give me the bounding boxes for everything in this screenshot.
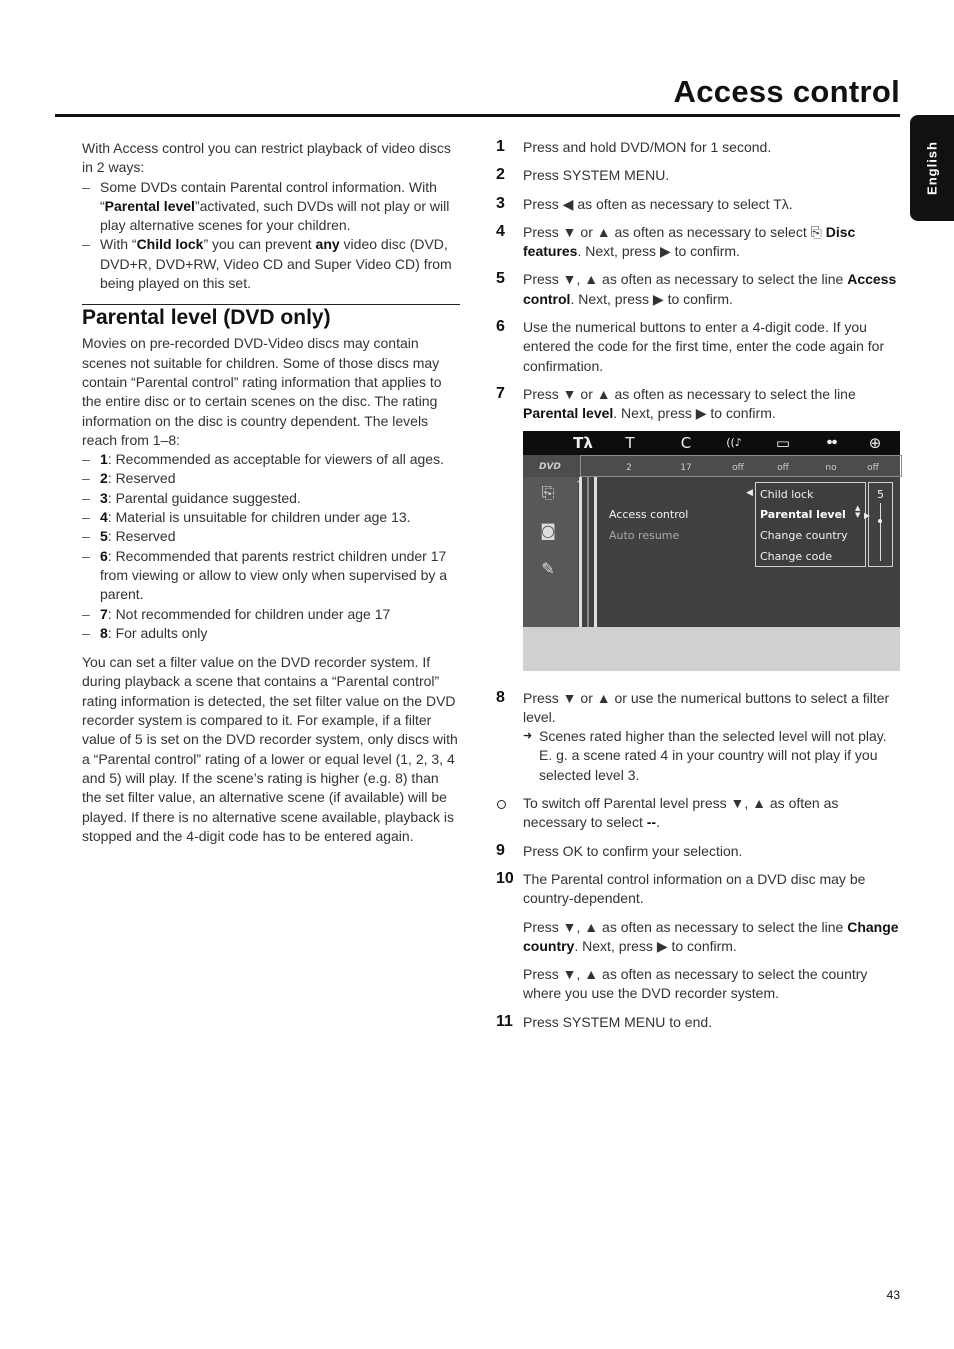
bold-term: Child lock (136, 236, 204, 253)
left-column (82, 139, 460, 846)
text: Press ▼, ▲ as often as necessary to select the line (523, 271, 848, 288)
bold-term: Parental level (104, 197, 195, 214)
menu-item-auto-resume[interactable]: Auto resume (609, 528, 680, 542)
osd-wrapper (496, 431, 900, 671)
step-number: 9 (496, 841, 505, 859)
step-text (523, 794, 900, 833)
step-number: 2 (496, 166, 505, 184)
section-rule (82, 304, 460, 305)
step-number: 10 (496, 869, 514, 887)
intro-bullet-childlock (82, 235, 460, 293)
step-4 (496, 223, 900, 262)
osd-value: off (732, 462, 744, 473)
step-7 (496, 385, 900, 424)
bold-term: Disc features (523, 223, 856, 260)
text: Press ▼, ▲ as often as necessary to select the line (523, 918, 848, 935)
step-text: Press ▼, ▲ as often as necessary to select the country where you use the DVD recorder system. (523, 966, 868, 1002)
tools-icon: Tλ (573, 433, 593, 452)
submenu-item-change-code[interactable]: Change code (760, 549, 833, 563)
text: . Next, press ▶ to confirm. (570, 290, 733, 307)
up-down-arrows-icon: ▲ ▼ (855, 503, 861, 519)
disc-features-icon: ⎘ (810, 223, 822, 240)
dvd-logo: DVD (539, 461, 561, 472)
level-item (82, 508, 460, 527)
text: Some DVDs contain Parental control information. With “ (100, 178, 437, 214)
step-text: The Parental control information on a DVD disc may be country-dependent. (523, 870, 866, 907)
osd-value: off (777, 462, 789, 473)
menu-item-access-control[interactable]: Access control (609, 507, 689, 521)
page-title: Access control (673, 74, 900, 109)
level-item (82, 527, 460, 546)
page-number: 43 (886, 1288, 900, 1302)
step-text: Press ▼ or ▲ or use the numerical buttons to select a filter level. (523, 689, 890, 725)
step-number: 7 (496, 384, 505, 402)
submenu-item-change-country[interactable]: Change country (760, 528, 848, 542)
text: Press ◀ as often as necessary to select (523, 195, 774, 212)
osd-divider (579, 477, 582, 627)
level-number: 1 (100, 451, 108, 468)
level-number: 6 (100, 547, 108, 564)
step-2 (496, 166, 900, 185)
text: . (788, 195, 793, 212)
text: With “ (100, 236, 137, 253)
text: . Next, press ▶ to confirm. (577, 243, 740, 260)
bold-term: Access control (523, 271, 897, 307)
level-item (82, 547, 460, 605)
osd-screen (523, 431, 900, 671)
left-arrow-icon: ◀ (746, 487, 753, 498)
text: Press ▼ or ▲ as often as necessary to select the line (523, 385, 856, 402)
step-text (523, 270, 900, 309)
bold-term: Parental level (523, 405, 614, 422)
submenu-item-parental-level[interactable]: Parental level (760, 507, 846, 521)
scroll-up-arrow-icon: ↑ (575, 477, 585, 491)
text: video disc (DVD, DVD+R, DVD+RW, Video CD and Super Video CD) from being played on this set. (100, 236, 452, 292)
osd-value: no (825, 462, 837, 473)
step-number: 4 (496, 222, 505, 240)
osd-value: 2 (626, 462, 632, 473)
level-scroll-thumb (878, 519, 882, 523)
step-1 (496, 138, 900, 157)
step-text: Press SYSTEM MENU. (523, 167, 670, 184)
step-alternative (496, 794, 900, 833)
level-number: 3 (100, 489, 108, 506)
disc-icon: ◙ (540, 520, 556, 540)
step-text: Press OK to confirm your selection. (523, 842, 743, 859)
level-text: : Recommended that parents restrict children under 17 from viewing or allow to view only when supervised by a parent. (100, 547, 448, 603)
level-item (82, 469, 460, 488)
right-column (496, 138, 900, 1041)
level-item (82, 489, 460, 508)
intro-bullet-parental (82, 178, 460, 236)
level-number: 8 (100, 624, 108, 641)
text: ” you can prevent (203, 236, 316, 253)
step-8 (496, 689, 900, 785)
step-number: 3 (496, 194, 505, 212)
text: . Next, press ▶ to confirm. (613, 405, 776, 422)
level-text: : Not recommended for children under age 17 (107, 605, 391, 622)
access-control-submenu (755, 482, 866, 567)
step-text: Press and hold DVD/MON for 1 second. (523, 139, 772, 155)
chapter-icon: C (680, 433, 692, 452)
step-number: 5 (496, 270, 505, 288)
level-number: 4 (100, 509, 108, 526)
text: Press ▼ or ▲ as often as necessary to select (523, 223, 811, 240)
level-number: 5 (100, 528, 108, 545)
step-6 (496, 318, 900, 376)
level-number: 2 (100, 470, 108, 487)
step-10 (496, 870, 900, 1004)
filter-paragraph: You can set a filter value on the DVD recorder system. If during playback a scene that contains a “Parental control” rating information is detected, the set filter value on the DVD recorder system is compared to it. For example, if a filter value of 5 is set on the DVD recorder system, only discs with a “Parental control” rating of a lower or equal level (1, 2, 3, 4 and 5) will play. If the scene’s rating is higher (e.g. 8) than the set filter value, an alternative scene (if available) will be played. If there is no alternative scene available, playback is stopped and the 4-digit code has to be entered again. (82, 654, 458, 844)
level-text: : Reserved (107, 528, 176, 545)
level-item (82, 450, 460, 469)
step-text (523, 223, 900, 262)
bold-term: -- (646, 814, 657, 831)
text: . Next, press ▶ to confirm. (574, 937, 737, 954)
step-text: Press SYSTEM MENU to end. (523, 1013, 713, 1030)
osd-divider (594, 477, 597, 627)
step-3 (496, 195, 900, 214)
level-text: : For adults only (107, 624, 208, 641)
level-item (82, 605, 460, 624)
text: To switch off Parental level press ▼, ▲ as often as necessary to select (523, 795, 839, 831)
zoom-icon: ⊕ (868, 433, 882, 452)
disc-features-icon: ⎘ (541, 482, 555, 502)
level-scroll-line (880, 503, 881, 561)
step-9 (496, 842, 900, 861)
step-5 (496, 270, 900, 309)
level-text: : Reserved (107, 470, 176, 487)
right-arrow-icon: ▶ (864, 510, 871, 520)
step-number: 8 (496, 688, 505, 706)
step-number: 6 (496, 318, 505, 336)
section-intro: Movies on pre-recorded DVD-Video discs may contain scenes not suitable for children. Some of those discs may contain “Parental control” rating information that applies to the entire disc or to certain scenes on the disc. The rating information on the disc is country dependent. The levels reach from 1–8: (82, 335, 442, 448)
step-text (523, 385, 900, 424)
step-text: Use the numerical buttons to enter a 4-digit code. If you entered the code for the first time, enter the code again for confirmation. (523, 319, 885, 374)
wrench-icon: ✎ (541, 558, 555, 578)
tools-icon: Tλ (773, 195, 789, 212)
submenu-item-child-lock[interactable]: Child lock (760, 487, 814, 501)
level-text: : Material is unsuitable for children under age 13. (107, 509, 411, 526)
osd-divider (587, 477, 589, 627)
text: . (656, 814, 660, 831)
title-icon: T (625, 433, 635, 452)
step-text (523, 918, 900, 957)
level-number: 7 (100, 605, 108, 622)
step-result: ➜ Scenes rated higher than the selected level will not play. E. g. a scene rated 4 in your country will not play if you selected level 3. (523, 727, 900, 785)
bold-term: Change country (523, 918, 899, 954)
level-item (82, 624, 460, 643)
level-text: : Recommended as acceptable for viewers of all ages. (107, 451, 444, 468)
camera-angle-icon: ⏺⏺ (827, 436, 837, 448)
language-tab (910, 115, 954, 221)
step-number: 1 (496, 138, 505, 155)
section-heading: Parental level (DVD only) (82, 306, 331, 330)
level-value: 5 (877, 487, 884, 501)
level-value-box[interactable] (868, 482, 893, 567)
bold-term: any (315, 236, 340, 253)
step-text (523, 195, 900, 214)
step-number: 11 (496, 1012, 513, 1030)
osd-info-bar (523, 627, 900, 671)
audio-icon: ((♪ (726, 435, 742, 449)
text: ”activated, such DVDs will not play or will play alternative scenes for your children. (100, 197, 450, 234)
intro-lead: With Access control you can restrict playback of video discs in 2 ways: (82, 140, 451, 176)
language-label: English (924, 141, 940, 195)
level-text: : Parental guidance suggested. (107, 489, 301, 506)
subtitle-icon: ▭ (775, 433, 791, 452)
alternative-bullet-icon (497, 800, 506, 809)
osd-value: 17 (680, 462, 692, 473)
osd-value: off (867, 462, 879, 473)
title-rule (55, 114, 900, 117)
step-11 (496, 1013, 900, 1032)
